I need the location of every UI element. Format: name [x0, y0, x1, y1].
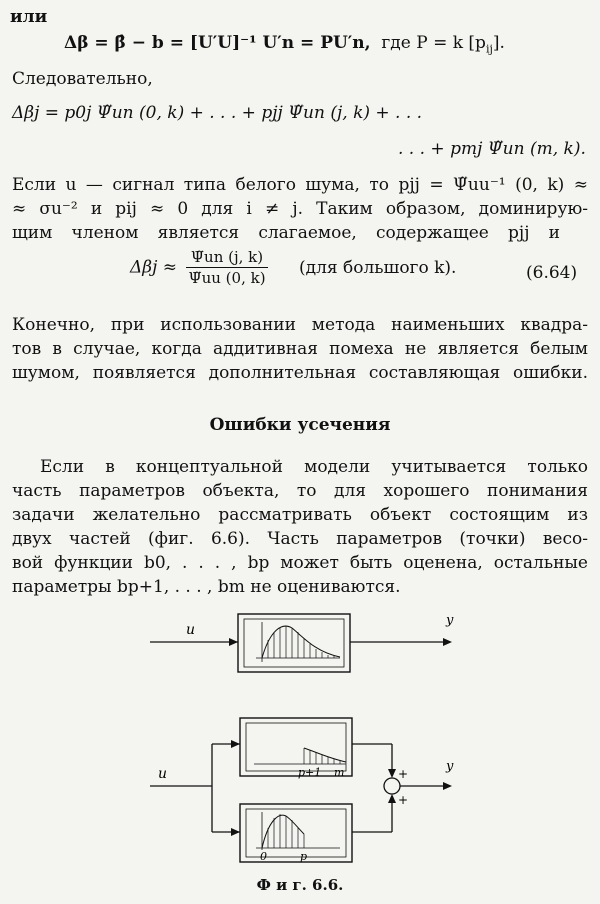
- para3-line-2: часть параметров объекта, то для хорошего понимания: [12, 481, 588, 501]
- lower-label-0: 0: [260, 850, 267, 863]
- figure-top-diagram: [0, 600, 600, 700]
- para1-line-3: щим членом является слагаемое, содержащее pjj и: [12, 223, 560, 243]
- equation-6-64: [130, 248, 456, 287]
- para3-line-4-wrap: [12, 528, 588, 550]
- para3-line-6: параметры bp+1, . . . , bm не оцениваются.: [12, 577, 401, 597]
- eq-main-text: Δβ = β̂ − b = [U′U]⁻¹ U′n = PU′n,: [64, 33, 371, 53]
- top-output-arrow: [443, 638, 452, 646]
- para3-line-3: задачи желательно рассматривать объект состоящим из: [12, 505, 588, 525]
- figure-caption: Ф и г. 6.6.: [256, 876, 344, 894]
- eq664-number: (6.64): [526, 263, 578, 283]
- therefore-text: Следовательно,: [12, 69, 153, 89]
- top-output-label: y: [446, 613, 454, 628]
- eq664-fraction: [186, 248, 267, 287]
- para2-line-2-wrap: [12, 338, 588, 360]
- equation-delta-beta: [64, 32, 505, 60]
- eq-where-end: ].: [492, 33, 505, 53]
- word-or: или: [10, 7, 48, 27]
- lower-head-hatching: [268, 814, 304, 848]
- lower-branch-arrow: [231, 828, 240, 836]
- top-input-arrow: [229, 638, 238, 646]
- upper-out-arrow: [388, 769, 396, 778]
- plus-sign-upper: +: [398, 767, 409, 781]
- para3-line-1-wrap: [40, 456, 588, 478]
- figure-bottom-diagram: [0, 704, 600, 864]
- bottom-input-label: u: [158, 766, 168, 782]
- para2-line-3-wrap: [12, 362, 588, 384]
- para3-line-3-wrap: [12, 504, 588, 526]
- plus-sign-lower: +: [398, 793, 409, 807]
- lower-label-p: p: [300, 850, 308, 863]
- para3-line-5: вой функции b0, . . . , bp может быть оценена, остальные: [12, 553, 588, 573]
- paragraph-white-noise: [12, 174, 588, 196]
- top-curve-hatching: [268, 626, 334, 658]
- upper-label-m: m: [334, 766, 345, 779]
- eq-where-text: где P = k [p: [381, 33, 486, 53]
- para3-line-4: двух частей (фиг. 6.6). Часть параметров (точки) весо-: [12, 529, 588, 549]
- eq-where-sub: ij: [485, 42, 493, 56]
- expansion-line-1: Δβj = p0j Ψ̃un (0, k) + . . . + pjj Ψ̃un (j, k) + . . .: [12, 103, 423, 123]
- para2-line-3: шумом, появляется дополнительная составляющая ошибки.: [12, 363, 588, 383]
- eq664-denominator: Ψ̃uu (0, k): [188, 269, 266, 287]
- para1-line-2-wrap: [12, 198, 588, 220]
- para1-line-3-wrap: [12, 222, 560, 244]
- top-block-inner: [244, 619, 344, 667]
- para1-line-2: ≈ σu⁻² и pij ≈ 0 для i ≠ j. Таким образом, доминирую-: [12, 199, 588, 219]
- para3-line-1: Если в концептуальной модели учитывается только: [40, 457, 588, 477]
- lower-out-arrow: [388, 794, 396, 803]
- para2-line-1: Конечно, при использовании метода наименьших квадра-: [12, 315, 588, 335]
- upper-label-p1: p+1: [298, 766, 322, 779]
- bottom-output-label: y: [446, 759, 454, 774]
- expansion-line-2: . . . + pmj Ψ̃un (m, k).: [398, 139, 586, 159]
- upper-branch-arrow: [231, 740, 240, 748]
- lower-block: [240, 804, 352, 862]
- top-input-label: u: [186, 622, 196, 638]
- para1-line-1: Если u — сигнал типа белого шума, то pjj = Ψ̃uu⁻¹ (0, k) ≈: [12, 175, 588, 195]
- eq664-numerator: Ψ̃un (j, k): [186, 248, 267, 268]
- para3-line-5-wrap: [12, 552, 588, 574]
- para3-line-2-wrap: [12, 480, 588, 502]
- eq664-lhs: Δβj ≈: [130, 257, 178, 278]
- bottom-output-arrow: [443, 782, 452, 790]
- para2-line-2: тов в случае, когда аддитивная помеха не является белым: [12, 339, 588, 359]
- eq664-condition: (для большого k).: [298, 257, 457, 278]
- section-title: Ошибки усечения: [209, 415, 391, 435]
- para2-line-1-wrap: [12, 314, 588, 336]
- top-block: [238, 614, 350, 672]
